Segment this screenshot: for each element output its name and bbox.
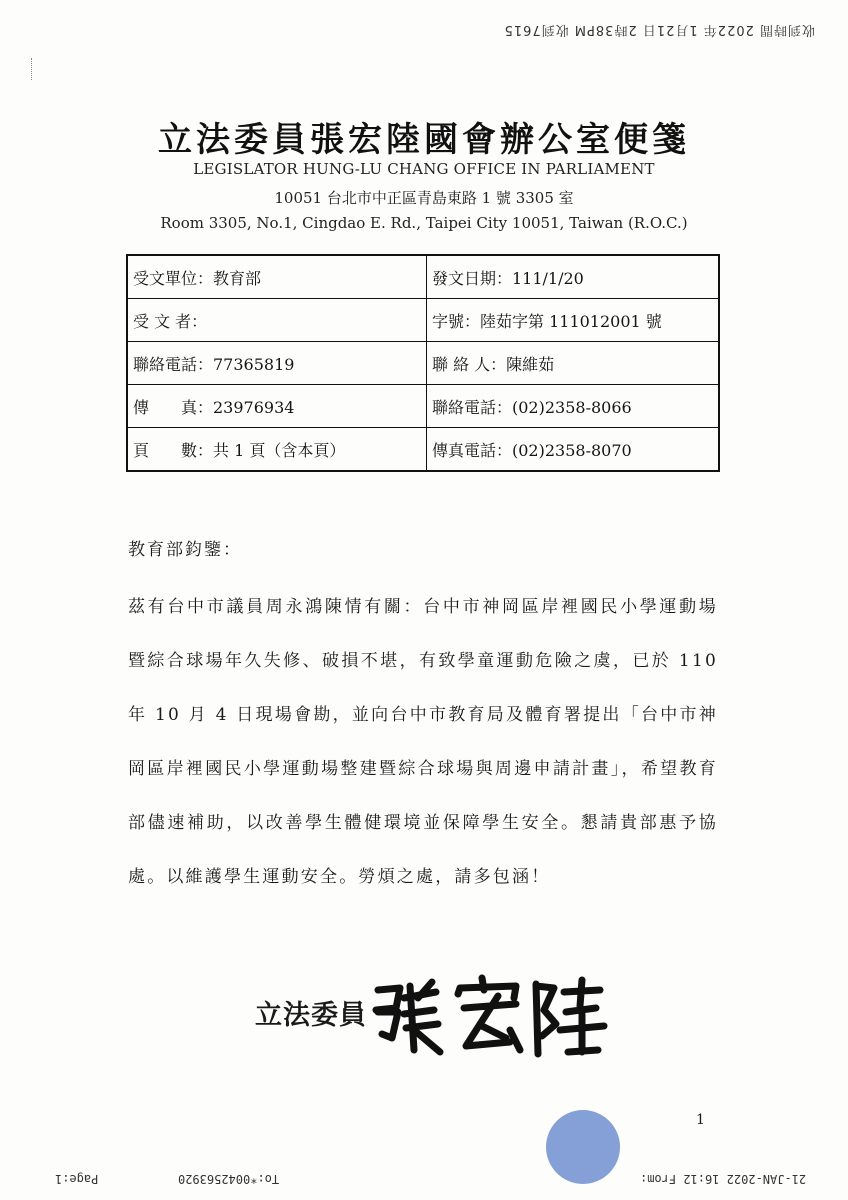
letterhead-address-chinese: 10051 台北市中正區青島東路 1 號 3305 室 bbox=[274, 189, 574, 207]
table-row bbox=[127, 342, 719, 385]
fax-header-line: 收到時間 2022年 1月21日 2時38PM 收到7615 bbox=[503, 22, 815, 37]
handwritten-signature bbox=[370, 968, 610, 1067]
fax-footer-from: 21-JAN-2022 16:12 From: bbox=[640, 1172, 807, 1186]
recipient-fax-cell: 傳 真：23976934 bbox=[127, 385, 427, 428]
signature-title: 立法委員 bbox=[255, 1000, 367, 1031]
table-row bbox=[127, 385, 719, 428]
page-count-cell: 頁 數：共 1 頁（含本頁） bbox=[127, 428, 427, 472]
table-row bbox=[127, 428, 719, 472]
recipient-cell: 受 文 者： bbox=[127, 299, 427, 342]
letter-body: 茲有台中市議員周永鴻陳情有關：台中市神岡區岸裡國民小學運動場暨綜合球場年久失修、破損不堪，有致學童運動危險之虞，已於 110 年 10 月 4 日現場會勘，並向台中市教育局及體育署提出「台中市神岡區岸裡國民小學運動場整建暨綜合球場與周邊申請計畫」，希望教育部儘速補助，以改善學生體健環境並保障學生安全。懇請貴部惠予協處。以維護學生運動安全。勞煩之處，請多包涵！ bbox=[128, 597, 718, 887]
watermark-logo bbox=[546, 1110, 620, 1184]
letterhead-title-chinese: 立法委員張宏陸國會辦公室便箋 bbox=[158, 120, 690, 160]
letterhead-title-english: LEGISLATOR HUNG-LU CHANG OFFICE IN PARLIAMENT bbox=[193, 160, 655, 178]
page-number: 1 bbox=[696, 1112, 705, 1128]
issue-date-cell: 發文日期：111/1/20 bbox=[427, 255, 720, 299]
table-row bbox=[127, 255, 719, 299]
letter-greeting: 教育部鈞鑒： bbox=[128, 540, 242, 560]
letterhead-address-english: Room 3305, No.1, Cingdao E. Rd., Taipei City 10051, Taiwan (R.O.C.) bbox=[160, 214, 688, 232]
contact-phone-cell: 聯絡電話：(02)2358-8066 bbox=[427, 385, 720, 428]
document-number-cell: 字號：陸茹字第 111012001 號 bbox=[427, 299, 720, 342]
fax-footer-to: To:*0042563920 bbox=[178, 1172, 280, 1186]
contact-person-cell: 聯 絡 人：陳維茹 bbox=[427, 342, 720, 385]
fax-footer-page: Page:1 bbox=[55, 1172, 99, 1186]
fax-phone-cell: 傳真電話：(02)2358-8070 bbox=[427, 428, 720, 472]
scan-mark bbox=[31, 58, 34, 80]
info-table bbox=[126, 254, 720, 472]
recipient-unit-cell: 受文單位：教育部 bbox=[127, 255, 427, 299]
recipient-phone-cell: 聯絡電話：77365819 bbox=[127, 342, 427, 385]
table-row bbox=[127, 299, 719, 342]
